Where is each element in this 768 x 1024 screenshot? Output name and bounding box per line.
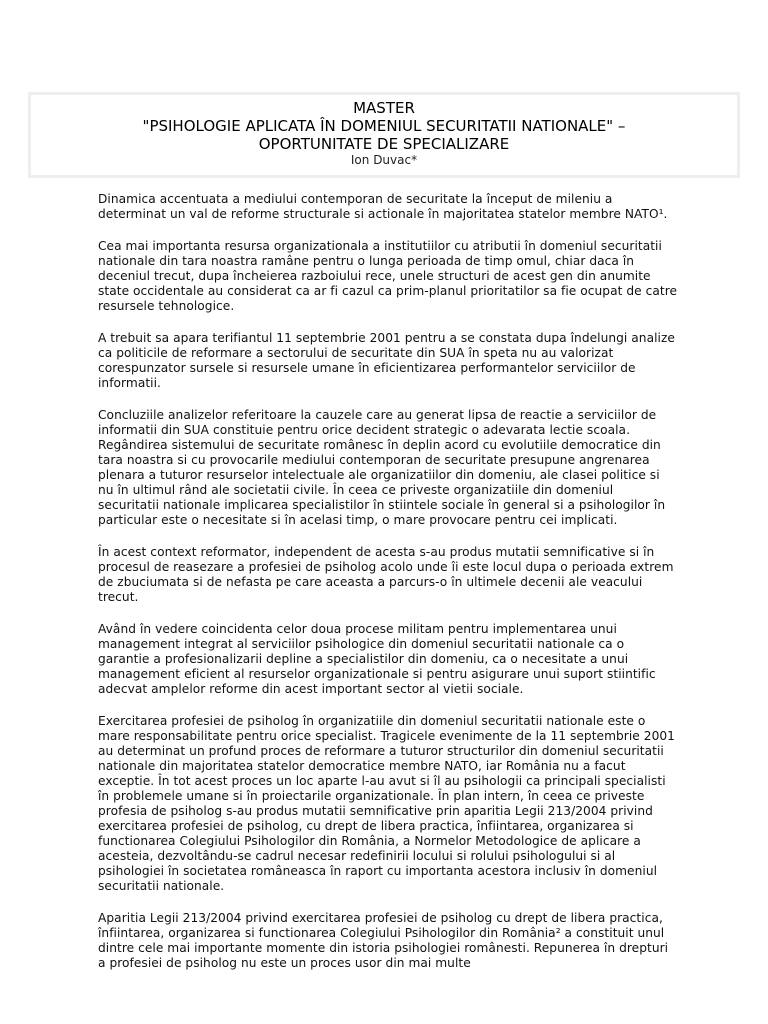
paragraph: Exercitarea profesiei de psiholog în organizatiile din domeniul securitatii nationale este o mare responsabilitate pentru orice specialist. Tragicele evenimente de la 11 septembrie 2001 au determinat un profund proces de reformare a tuturor structurilor din domeniul securitatii nationale din majoritatea statelor democratice membre NATO, iar România nu a facut exceptie. În tot acest proces un loc aparte l-au avut si îl au psihologii ca principali specialisti în problemele umane si în proiectarile organizationale. În plan intern, în ceea ce priveste profesia de psiholog s-au produs mutatii semnificative prin aparitia Legii 213/2004 privind exercitarea profesiei de psiholog, cu drept de libera practica, înfiintarea, organizarea si functionarea Colegiului Psihologilor din România, a Normelor Metodologice de aplicare a acesteia, dezvoltându-se cadrul necesar redefinirii locului si rolului psihologului si al psihologiei în societatea româneasca în raport cu importanta acestora inclusiv în domeniul securitatii nationale. xyxy=(98,714,675,893)
document-title-main: "PSIHOLOGIE APLICATA ÎN DOMENIUL SECURITATII NATIONALE" – xyxy=(142,117,626,135)
paragraph: Având în vedere coincidenta celor doua procese militam pentru implementarea unui management integrat al serviciilor psihologice din domeniul securitatii nationale ca o garantie a profesionalizarii depline a specialistilor din domeniu, ca o necesitate a unui management eficient al resurselor organizationale si pentru asigurare unui suport stiintific adecvat amplelor reforme din acest important sector al vietii sociale. xyxy=(98,622,656,696)
document-title-subtitle: OPORTUNITATE DE SPECIALIZARE xyxy=(258,135,510,153)
document-title-master: MASTER xyxy=(353,99,415,117)
paragraph: Concluziile analizelor referitoare la cauzele care au generat lipsa de reactie a serviciilor de informatii din SUA constituie pentru orice decident strategic o adevarata lectie scoala. Regândirea sistemului de securitate românesc în deplin acord cu evolutiile democratice din tara noastra si cu provocarile mediului contemporan de securitate presupune angrenarea plenara a tuturor resurselor intelectuale ale organizatiilor din domeniu, ale clasei politice si nu în ultimul rând ale societatii civile. În ceea ce priveste organizatiile din domeniul securitatii nationale implicarea specialistilor în stiintele sociale în general si a psihologilor în particular este o necesitate si în acelasi timp, o mare provocare pentru cei implicati. xyxy=(98,408,666,527)
paragraph: Cea mai importanta resursa organizationala a institutiilor cu atributii în domeniul securitatii nationale din tara noastra ramâne pentru o lunga perioada de timp omul, chiar daca în deceniul trecut, dupa încheierea razboiului rece, unele structuri de acest gen din anumite state occidentale au considerat ca ar fi cazul ca prim-planul prioritatilor sa fie ocupat de catre resursele tehnologice. xyxy=(98,239,678,313)
title-box xyxy=(28,92,740,178)
paragraph: Aparitia Legii 213/2004 privind exercitarea profesiei de psiholog cu drept de libera practica, înfiintarea, organizarea si functionarea Colegiului Psihologilor din România² a constituit unul dintre cele mai importante momente din istoria psihologiei românesti. Repunerea în drepturi a profesiei de psiholog nu este un proces usor din mai multe xyxy=(98,911,669,970)
body-text xyxy=(98,192,678,988)
author-name: Ion Duvac* xyxy=(350,153,418,167)
paragraph: A trebuit sa apara terifiantul 11 septembrie 2001 pentru a se constata dupa îndelungi analize ca politicile de reformare a sectorului de securitate din SUA în speta nu au valorizat corespunzator sursele si resursele umane în eficientizarea performantelor serviciilor de informatii. xyxy=(98,331,675,390)
paragraph: Dinamica accentuata a mediului contemporan de securitate la început de mileniu a determinat un val de reforme structurale si actionale în majoritatea statelor membre NATO¹. xyxy=(98,192,668,221)
paragraph: În acest context reformator, independent de acesta s-au produs mutatii semnificative si în procesul de reasezare a profesiei de psiholog acolo unde îi este locul dupa o perioada extrem de zbuciumata si de nefasta pe care aceasta a parcurs-o în ultimele decenii ale veacului trecut. xyxy=(98,545,674,604)
